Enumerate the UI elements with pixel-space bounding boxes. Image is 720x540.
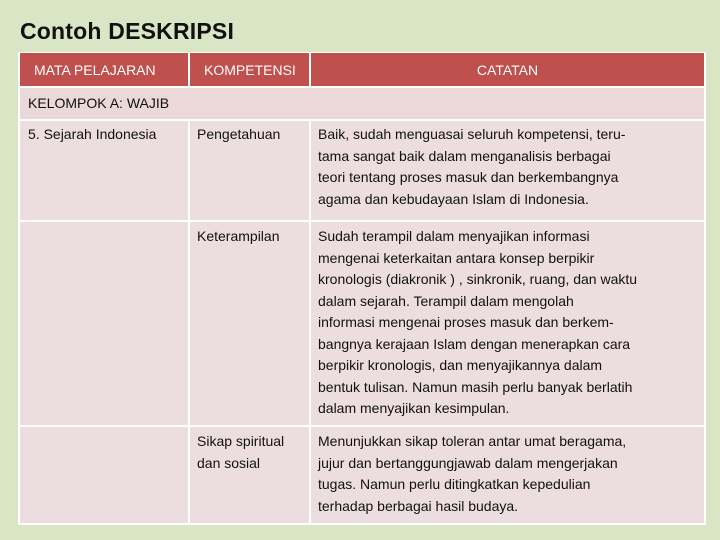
kompetensi-cell: Sikap spiritual dan sosial bbox=[189, 426, 310, 524]
catatan-cell: Baik, sudah menguasai seluruh kompetensi, teru- tama sangat baik dalam menganalisis berbagai teori tentang proses masuk dan berkembangnya agama dan kebudayaan Islam di Indonesia. bbox=[310, 120, 705, 221]
table-header-row bbox=[19, 53, 705, 88]
subject-cell: 5. Sejarah Indonesia bbox=[19, 120, 189, 221]
subject-cell-empty bbox=[19, 426, 189, 524]
header-kompetensi: KOMPETENSI bbox=[189, 53, 310, 88]
description-table bbox=[18, 52, 704, 512]
kompetensi-cell: Keterampilan bbox=[189, 221, 310, 426]
header-mata-pelajaran: MATA PELAJARAN bbox=[19, 53, 189, 88]
catatan-cell: Sudah terampil dalam menyajikan informasi mengenai keterkaitan antara konsep berpikir kronologis (diakronik ) , sinkronik, ruang, dan waktu dalam sejarah. Terampil dalam mengolah informasi mengenai proses masuk dan berkem- bangnya kerajaan Islam dengan menerapkan cara berpikir kronologis, dan menyajikannya dalam bentuk tulisan. Namun masih perlu banyak berlatih dalam menyajikan kesimpulan. bbox=[310, 221, 705, 426]
kompetensi-cell: Pengetahuan bbox=[189, 120, 310, 221]
table-row bbox=[19, 426, 705, 524]
group-row bbox=[19, 87, 705, 120]
table-row bbox=[19, 221, 705, 426]
subject-cell-empty bbox=[19, 221, 189, 426]
header-catatan: CATATAN bbox=[310, 53, 705, 88]
page-title: Contoh DESKRIPSI bbox=[20, 18, 235, 44]
table-row bbox=[19, 120, 705, 221]
catatan-cell: Menunjukkan sikap toleran antar umat beragama, jujur dan bertanggungjawab dalam mengerjakan tugas. Namun perlu ditingkatkan kepedulian terhadap berbagai hasil budaya. bbox=[310, 426, 705, 524]
group-label: KELOMPOK A: WAJIB bbox=[19, 87, 705, 120]
